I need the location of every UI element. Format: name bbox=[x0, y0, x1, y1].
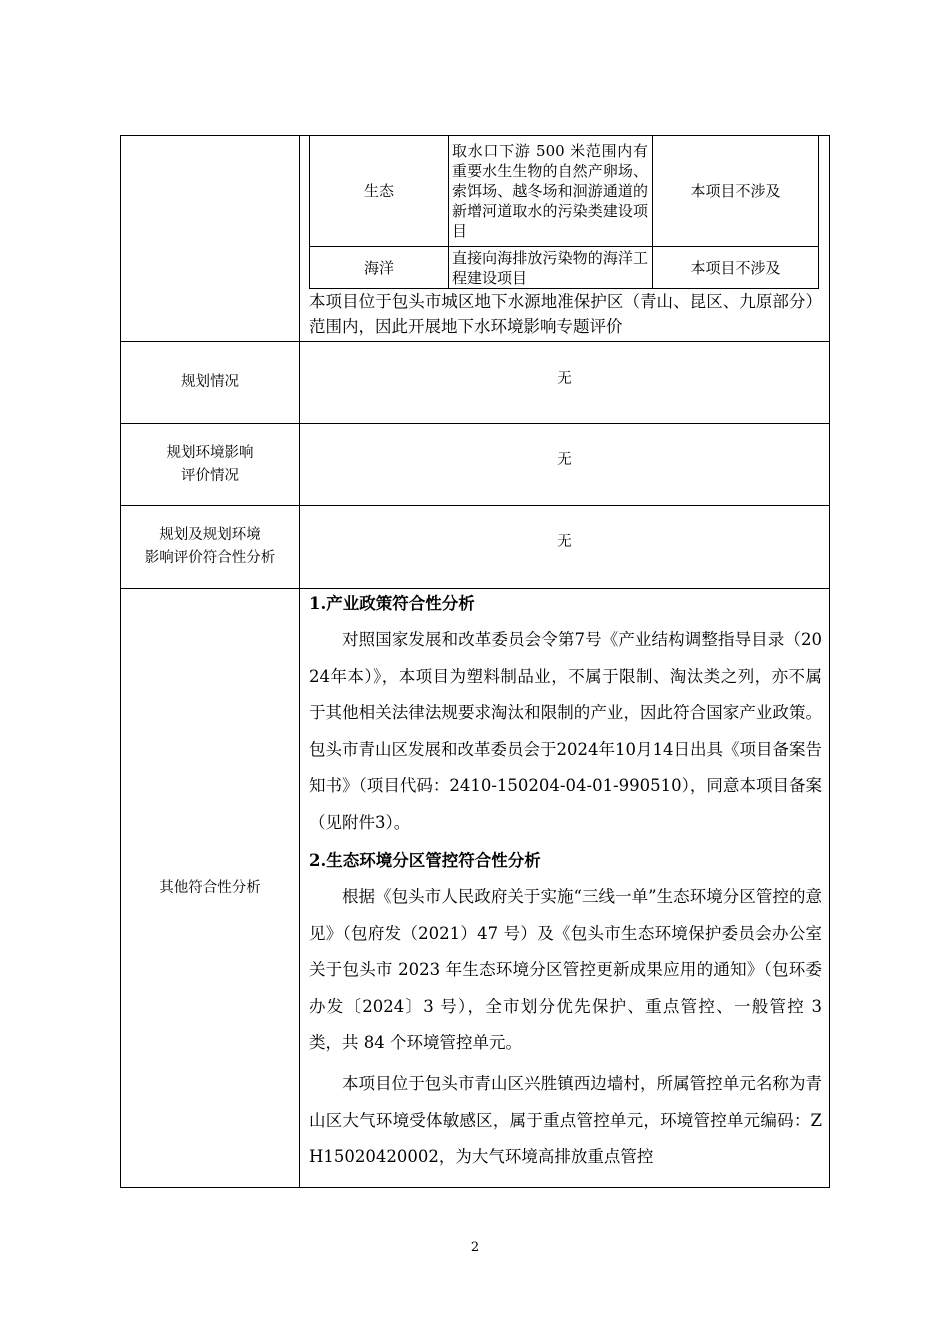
groundwater-note: 本项目位于包头市城区地下水源地准保护区（青山、昆区、九原部分）范围内，因此开展地下水环境影响专题评价 bbox=[309, 292, 822, 336]
planning-eia-label-line2: 评价情况 bbox=[181, 467, 239, 484]
inner-row2-result: 本项目不涉及 bbox=[690, 259, 781, 277]
planning-eia-value: 无 bbox=[557, 451, 572, 468]
planning-compliance-value: 无 bbox=[557, 533, 572, 550]
planning-compliance-label-line1: 规划及规划环境 bbox=[159, 527, 261, 543]
planning-compliance-label-line2: 影响评价符合性分析 bbox=[144, 550, 276, 566]
other-analysis-label: 其他符合性分析 bbox=[159, 879, 261, 896]
page-number: 2 bbox=[470, 1240, 480, 1255]
section2-body1: 根据《包头市人民政府关于实施“三线一单”生态环境分区管控的意见》（包府发（2021）47 号）及《包头市生态环境保护委员会办公室关于包头市 2023 年生态环境分区管控更新成果应用的通知》（包环委办发〔2024〕3 号），全市划分优先保护、重点管控、一般管控 3 类，共 84 个环境管控单元。 bbox=[309, 887, 822, 1052]
label-column-divider bbox=[299, 135, 300, 1188]
planning-label: 规划情况 bbox=[181, 374, 239, 390]
section1-title: 1.产业政策符合性分析 bbox=[309, 594, 475, 613]
inner-row2-category: 海洋 bbox=[363, 259, 394, 277]
planning-value: 无 bbox=[557, 370, 572, 387]
planning-compliance-label bbox=[121, 506, 299, 588]
section2-title: 2.生态环境分区管控符合性分析 bbox=[309, 851, 541, 870]
planning-eia-label bbox=[121, 424, 299, 505]
inner-row2-condition: 直接向海排放污染物的海洋工程建设项目 bbox=[452, 249, 648, 287]
inner-row1-result: 本项目不涉及 bbox=[690, 181, 781, 200]
inner-row1-condition: 取水口下游 500 米范围内有重要水生生物的自然产卵场、索饵场、越冬场和洄游通道的新增河道取水的污染类建设项目 bbox=[452, 141, 648, 240]
inner-col-divider-1 bbox=[448, 135, 449, 289]
section1-body: 对照国家发展和改革委员会令第7号《产业结构调整指导目录（2024年本）》，本项目为塑料制品业，不属于限制、淘汰类之列，亦不属于其他相关法律法规要求淘汰和限制的产业，因此符合国家产业政策。包头市青山区发展和改革委员会于2024年10月14日出具《项目备案告知书》（项目代码：2410-150204-04-01-990510），同意本项目备案（见附件3）。 bbox=[309, 630, 822, 832]
section2-body2: 本项目位于包头市青山区兴胜镇西边墙村，所属管控单元名称为青山区大气环境受体敏感区，属于重点管控单元，环境管控单元编码：ZH15020420002，为大气环境高排放重点管控 bbox=[309, 1074, 822, 1166]
inner-row1-category: 生态 bbox=[363, 181, 394, 200]
planning-eia-label-line1: 规划环境影响 bbox=[166, 444, 254, 461]
